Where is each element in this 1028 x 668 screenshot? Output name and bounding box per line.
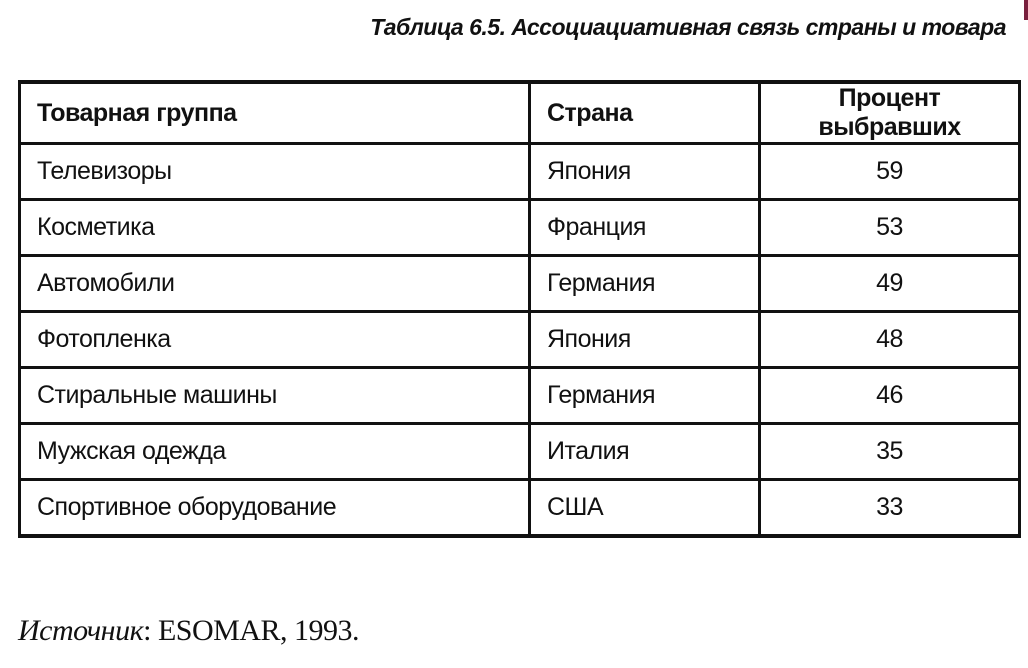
- cell-country: Япония: [530, 144, 760, 200]
- source-note: [18, 614, 359, 648]
- cell-percent: 33: [760, 480, 1020, 537]
- header-percent: Процент выбравших: [760, 82, 1020, 144]
- cell-percent: 35: [760, 424, 1020, 480]
- table-row: [20, 312, 1020, 368]
- cell-product: Телевизоры: [20, 144, 530, 200]
- cell-country: Германия: [530, 368, 760, 424]
- cell-product: Фотопленка: [20, 312, 530, 368]
- table-row: [20, 256, 1020, 312]
- table-row: [20, 200, 1020, 256]
- cell-country: Италия: [530, 424, 760, 480]
- table-row: [20, 368, 1020, 424]
- cell-percent: 59: [760, 144, 1020, 200]
- cell-percent: 53: [760, 200, 1020, 256]
- edge-mark: [1024, 0, 1028, 20]
- source-label: Источник: [18, 614, 144, 647]
- source-text: : ESOMAR, 1993.: [143, 614, 359, 647]
- table-number: Таблица 6.5.: [370, 14, 506, 40]
- cell-country: США: [530, 480, 760, 537]
- header-country: Страна: [530, 82, 760, 144]
- cell-product: Мужская одежда: [20, 424, 530, 480]
- table-row: [20, 144, 1020, 200]
- header-product-group: Товарная группа: [20, 82, 530, 144]
- table-caption: [370, 14, 1006, 41]
- cell-product: Стиральные машины: [20, 368, 530, 424]
- cell-country: Франция: [530, 200, 760, 256]
- cell-country: Япония: [530, 312, 760, 368]
- table-title: Ассоциациативная связь страны и товара: [511, 14, 1006, 40]
- cell-product: Спортивное оборудование: [20, 480, 530, 537]
- table-row: [20, 480, 1020, 537]
- cell-product: Косметика: [20, 200, 530, 256]
- country-product-table: [18, 80, 1021, 538]
- table-header-row: [20, 82, 1020, 144]
- cell-product: Автомобили: [20, 256, 530, 312]
- cell-percent: 49: [760, 256, 1020, 312]
- table-row: [20, 424, 1020, 480]
- cell-country: Германия: [530, 256, 760, 312]
- cell-percent: 46: [760, 368, 1020, 424]
- cell-percent: 48: [760, 312, 1020, 368]
